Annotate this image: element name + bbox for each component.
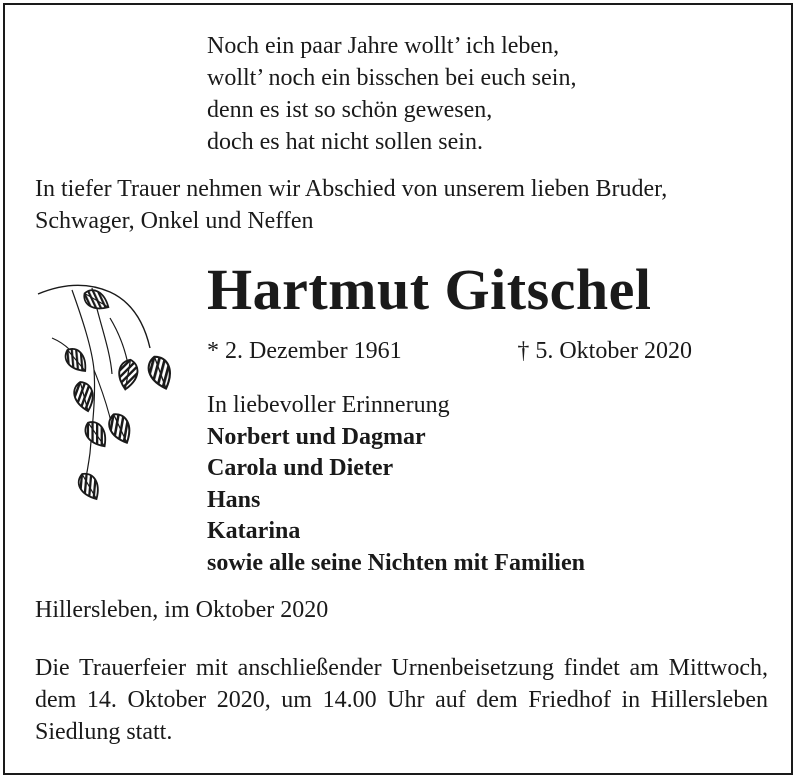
life-dates [207,335,692,367]
poem [207,30,576,158]
place-date: Hillersleben, im Oktober 2020 [35,597,329,623]
mourners-block [207,390,585,579]
funeral-notice: Die Trauerfeier mit anschließender Urnenbeisetzung findet am Mittwoch, dem 14. Oktober 2020, um 14.00 Uhr auf dem Friedhof in Hillersleben Siedlung statt. [35,655,768,745]
deceased-name: Hartmut Gitschel [207,257,652,322]
poem-line: denn es ist so schön gewesen, [207,97,493,123]
mourner-name: Norbert und Dagmar [207,423,426,450]
death-date: † 5. Oktober 2020 [517,338,692,364]
mourner-name: Carola und Dieter [207,455,394,481]
birch-branch-icon [32,278,182,523]
poem-line: wollt’ noch ein bisschen bei euch sein, [207,65,577,91]
intro-text: In tiefer Trauer nehmen wir Abschied von unserem lieben Bruder, Schwager, Onkel und Neffen [35,176,668,234]
mourner-name: Katarina [207,518,301,544]
remembrance-line: In liebevoller Erinnerung [207,392,450,418]
mourner-name: Hans [207,486,261,513]
mourner-name: sowie alle seine Nichten mit Familien [207,549,585,576]
poem-line: doch es hat nicht sollen sein. [207,129,483,155]
poem-line: Noch ein paar Jahre wollt’ ich leben, [207,33,560,59]
birth-date: * 2. Dezember 1961 [207,338,402,364]
